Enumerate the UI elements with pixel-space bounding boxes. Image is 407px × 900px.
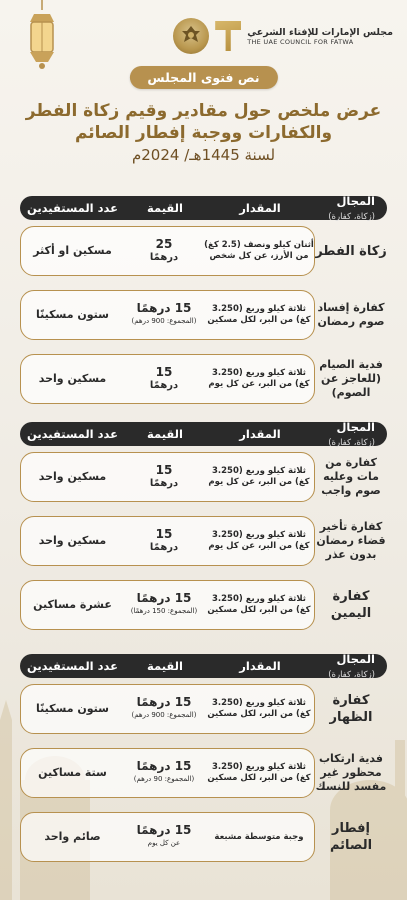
col-header-beneficiaries: عدد المستفيدين — [26, 201, 119, 215]
row-amount: ثلاثة كيلو وربع (3.250 كغ) من البر، لكل مسكين — [207, 594, 311, 615]
row-card — [20, 516, 315, 566]
table-row — [20, 226, 387, 276]
council-logo — [173, 18, 393, 54]
table-header — [20, 196, 387, 220]
row-value-total: (المجموع: 900 درهم) — [131, 711, 197, 719]
row-value-number: 15 درهمًا — [136, 823, 192, 837]
row-value — [124, 760, 204, 786]
row-beneficiaries: مسكين واحد — [38, 470, 107, 483]
row-amount: وجبة متوسطة مشبعة — [214, 831, 304, 842]
table-row — [20, 354, 387, 404]
row-field-label: إفطار الصائم — [329, 821, 373, 853]
row-value — [124, 238, 204, 264]
row-card — [20, 684, 315, 734]
col-header-value: القيمة — [147, 427, 183, 441]
row-amount: ثلاثة كيلو وربع (3.250 كغ) من البر، لكل مسكين — [207, 304, 311, 325]
row-card — [20, 290, 315, 340]
row-value-number: 15 درهمًا — [136, 301, 192, 315]
row-amount: ثلاثة كيلو وربع (3.250 كغ) من البر، لكل مسكين — [207, 762, 311, 783]
row-amount: ثلاثة كيلو وربع (3.250 كغ) من البر، عن كل يوم — [208, 466, 310, 487]
row-amount: ثلاثة كيلو وربع (3.250 كغ) من البر، عن كل يوم — [208, 368, 310, 389]
row-card — [20, 226, 315, 276]
row-beneficiaries: مسكين واحد — [38, 372, 107, 385]
table-row — [20, 516, 387, 566]
table-row — [20, 452, 387, 502]
row-card — [20, 354, 315, 404]
row-value-number: 15 درهمًا — [136, 759, 192, 773]
org-name-english: THE UAE COUNCIL FOR FATWA — [247, 37, 354, 46]
title-line-2: والكفارات ووجبة إفطار الصائم — [74, 123, 333, 143]
row-field-label: كفارة اليمين — [330, 589, 372, 621]
row-beneficiaries: مسكين او أكثر — [33, 244, 112, 257]
row-value — [124, 302, 204, 328]
col-header-beneficiaries: عدد المستفيدين — [26, 427, 119, 441]
row-value-number: 15 — [155, 527, 173, 541]
fatwa-pill-label: نص فتوى المجلس — [129, 66, 277, 89]
row-beneficiaries: ستة مساكين — [38, 766, 107, 779]
row-beneficiaries: عشرة مساكين — [33, 598, 112, 611]
row-beneficiaries: صائم واحد — [44, 830, 101, 843]
table-row — [20, 812, 387, 862]
table-row — [20, 748, 387, 798]
page-header — [0, 0, 407, 62]
row-field-label: فدية الصيام (للعاجز عن الصوم) — [319, 358, 383, 399]
col-header-amount: المقدار — [239, 427, 281, 441]
row-amount: أثنان كيلو ونصف (2.5 كغ) من الأرز، عن كل شخص — [204, 240, 314, 261]
table-header — [20, 654, 387, 678]
col-header-field: المجال (زكاة، كفارة) — [328, 652, 375, 680]
org-name-arabic: مجلس الإمارات للإفتاء الشرعي — [247, 26, 393, 38]
col-header-amount: المقدار — [239, 659, 281, 673]
title-year: لسنة 1445هـ/ 2024م — [131, 146, 276, 164]
row-amount: ثلاثة كيلو وربع (3.250 كغ) من البر، عن كل يوم — [208, 530, 310, 551]
row-amount: ثلاثة كيلو وربع (3.250 كغ) من البر، لكل مسكين — [207, 698, 311, 719]
row-card — [20, 812, 315, 862]
row-field-label: كفارة تأخير قضاء رمضان بدون عذر — [316, 520, 386, 561]
row-value-total: (المجموع: 90 درهم) — [133, 775, 195, 783]
uae-emblem-icon — [173, 18, 209, 54]
row-value-number: 15 درهمًا — [136, 591, 192, 605]
row-value-total: (المجموع: 150 درهمًا) — [130, 607, 198, 615]
row-card — [20, 580, 315, 630]
row-value-total: (المجموع: 900 درهم) — [131, 317, 197, 325]
col-header-value: القيمة — [147, 659, 183, 673]
row-value-unit: درهمًا — [149, 478, 179, 489]
row-value — [124, 824, 204, 850]
row-field-label: زكاة الفطر — [315, 243, 387, 259]
row-value — [124, 464, 204, 490]
row-beneficiaries: ستون مسكينًا — [36, 308, 109, 321]
row-value — [124, 592, 204, 618]
row-field-label: كفارة إفساد صوم رمضان — [317, 301, 385, 328]
col-header-value: القيمة — [147, 201, 183, 215]
row-card — [20, 748, 315, 798]
col-header-amount: المقدار — [239, 201, 281, 215]
row-beneficiaries: مسكين واحد — [38, 534, 107, 547]
row-field-label: فدية ارتكاب محظور غير مفسد للنسك — [315, 752, 387, 793]
col-header-beneficiaries: عدد المستفيدين — [26, 659, 119, 673]
row-value-unit: درهمًا — [149, 542, 179, 553]
council-mark-icon — [215, 21, 241, 51]
row-value-unit: درهمًا — [149, 252, 179, 263]
table-row — [20, 580, 387, 630]
table-header — [20, 422, 387, 446]
title-line-1: عرض ملخص حول مقادير وقيم زكاة الفطر — [25, 101, 382, 121]
row-beneficiaries: ستون مسكينًا — [36, 702, 109, 715]
lantern-icon — [22, 0, 62, 72]
row-value-number: 15 — [155, 365, 173, 379]
row-value-number: 15 — [155, 463, 173, 477]
col-header-field: المجال (زكاة، كفارة) — [328, 194, 375, 222]
row-field-label: كفارة الظهار — [329, 693, 373, 725]
row-value-number: 15 درهمًا — [136, 695, 192, 709]
row-value — [124, 696, 204, 722]
table-row — [20, 684, 387, 734]
row-field-label: كفارة من مات وعليه صوم واجب — [321, 456, 381, 497]
row-value-unit: درهمًا — [149, 380, 179, 391]
row-value — [124, 366, 204, 392]
row-value-number: 25 — [155, 237, 173, 251]
col-header-field: المجال (زكاة، كفارة) — [328, 420, 375, 448]
row-card — [20, 452, 315, 502]
table-row — [20, 290, 387, 340]
page-title — [10, 100, 397, 166]
row-value-total: عن كل يوم — [147, 839, 181, 847]
row-value — [124, 528, 204, 554]
